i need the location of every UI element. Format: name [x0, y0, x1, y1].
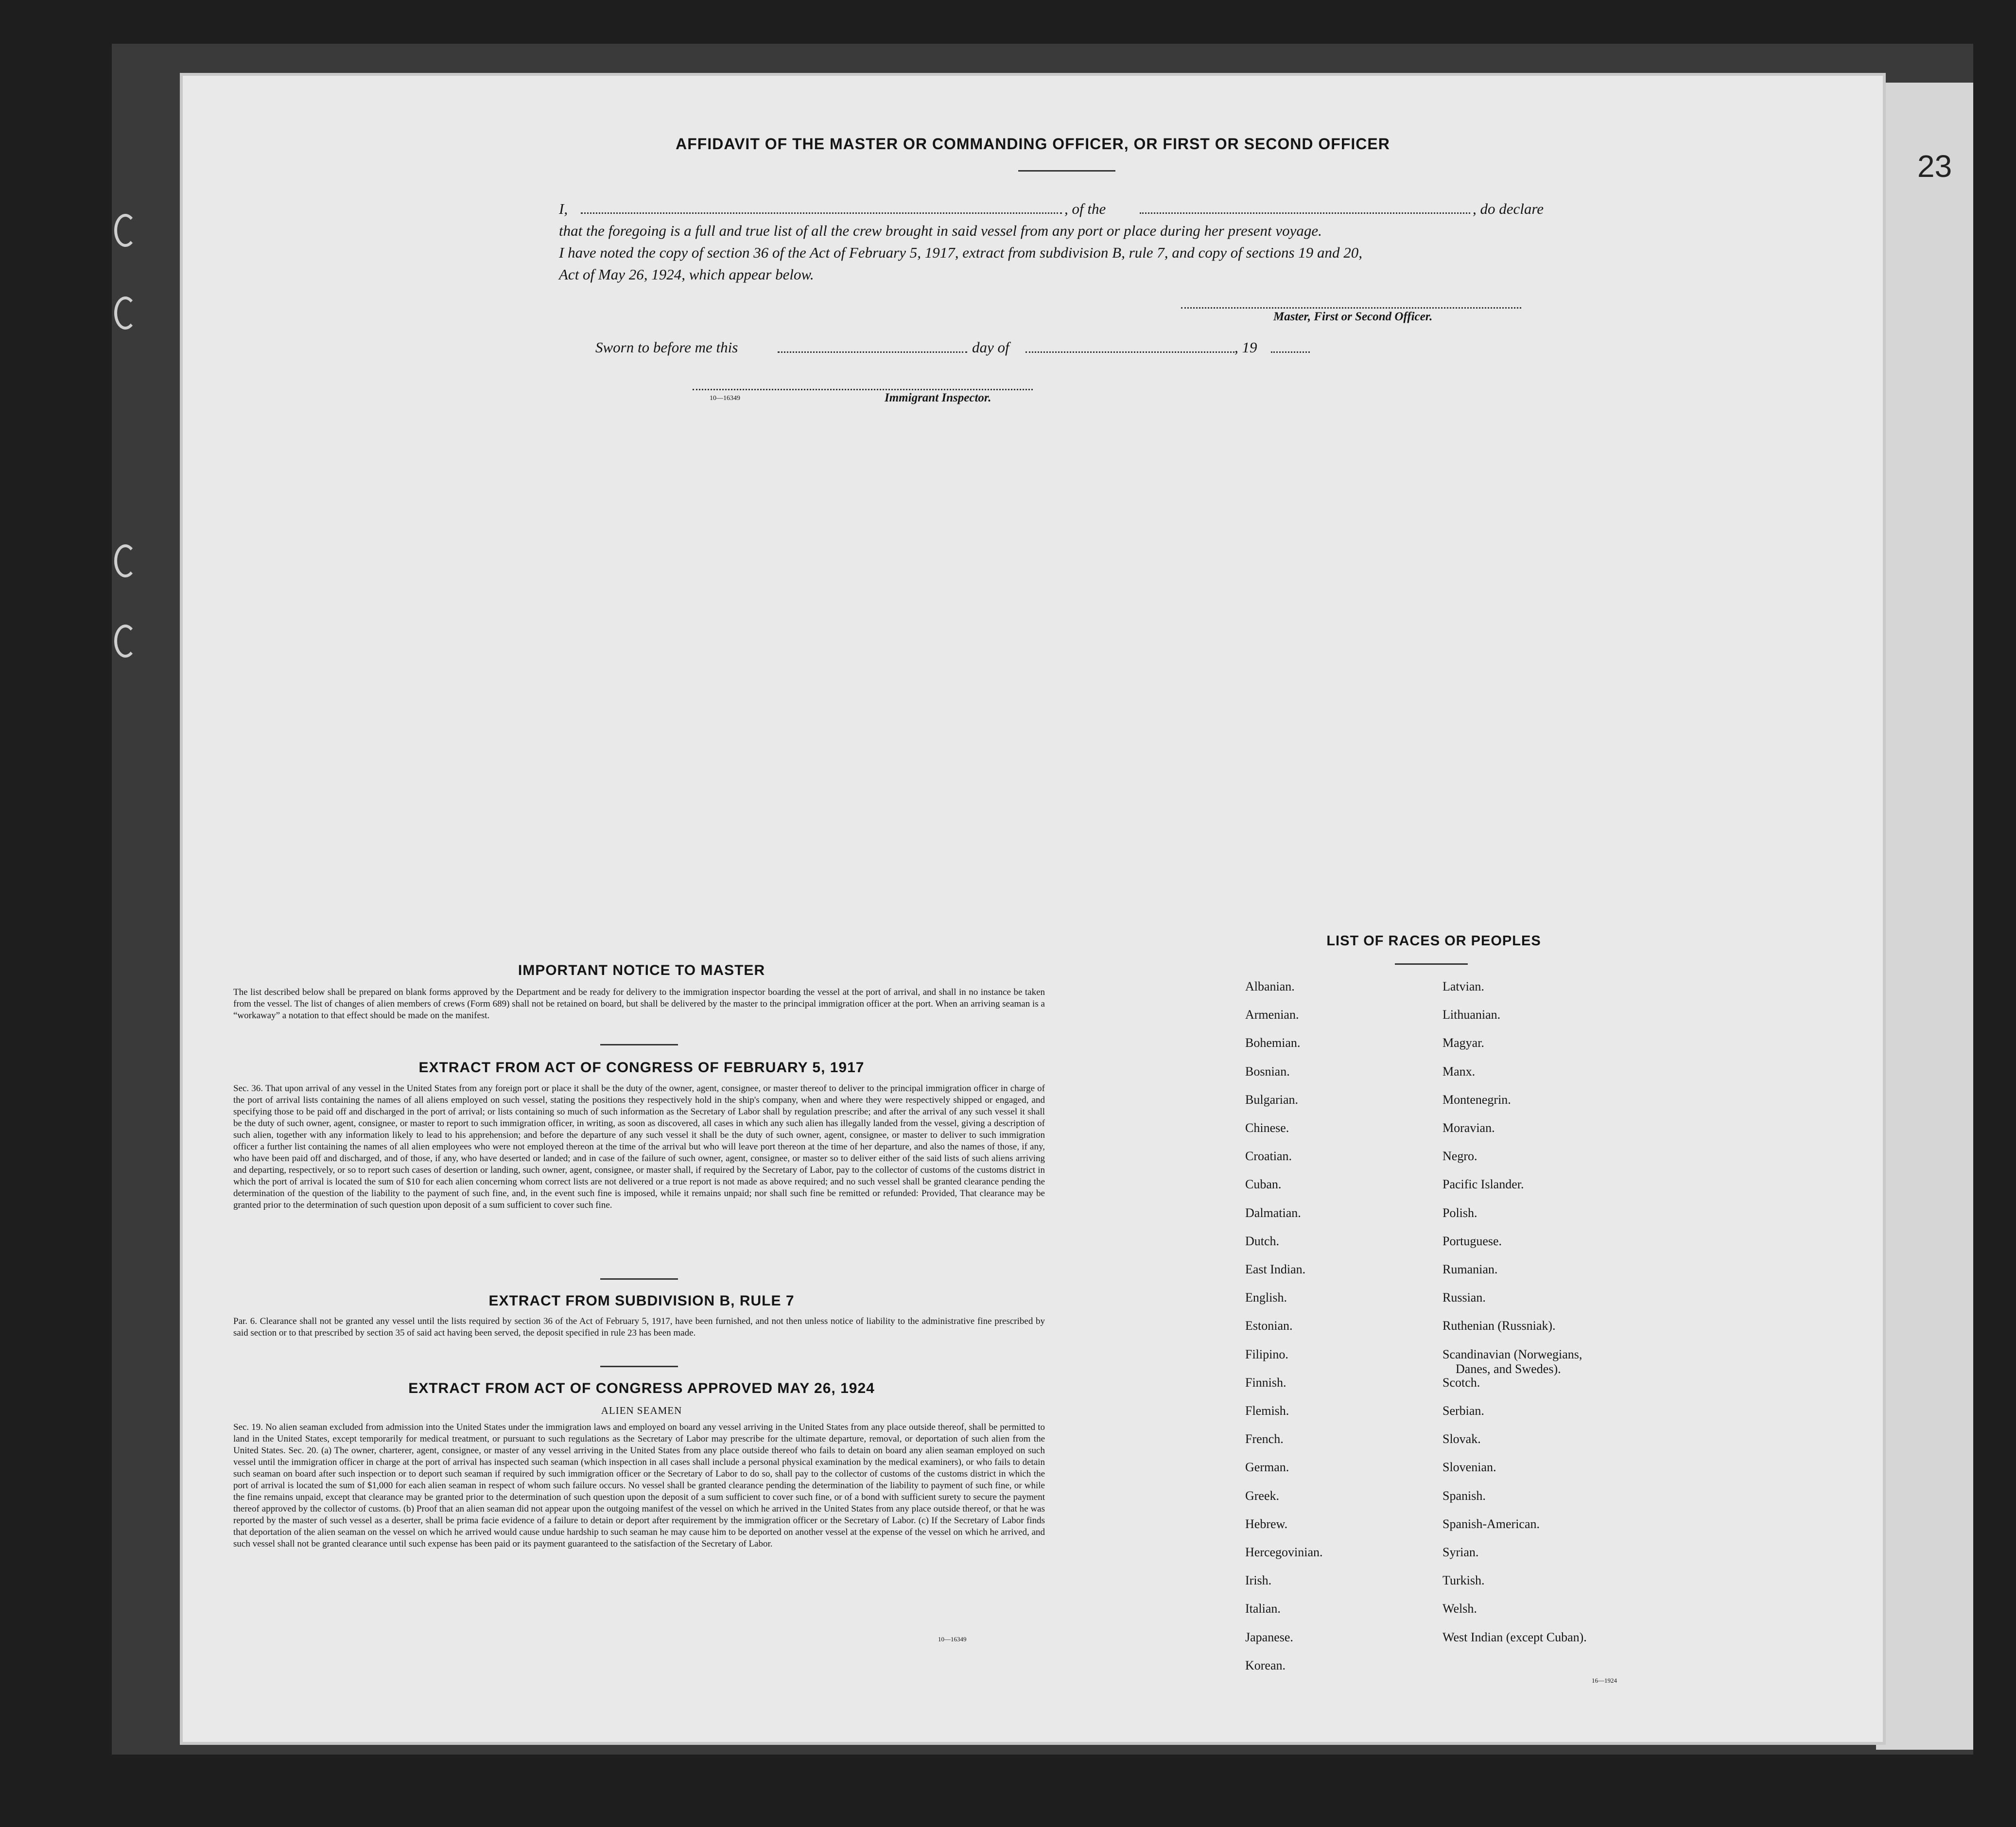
races-title: LIST OF RACES OR PEOPLES — [1326, 933, 1541, 949]
race-item: Flemish. — [1245, 1404, 1289, 1418]
of-the-label: , of the — [1064, 200, 1106, 217]
affidavit-line-2: that the foregoing is a full and true list of all the crew brought in said vessel from any port or place during her present voyage. — [559, 222, 1322, 239]
race-item: Polish. — [1442, 1205, 1477, 1220]
section-divider — [600, 1366, 678, 1367]
race-item: English. — [1245, 1290, 1287, 1305]
race-item: Magyar. — [1442, 1036, 1484, 1050]
race-item: Irish. — [1245, 1573, 1272, 1588]
section-divider — [600, 1044, 678, 1045]
declarant-name-field[interactable] — [581, 212, 1062, 214]
affidavit-line-3: I have noted the copy of section 36 of the Act of February 5, 1917, extract from subdivision B, rule 7, and copy of sections 19 and 20, — [559, 244, 1363, 261]
race-item: Negro. — [1442, 1149, 1477, 1164]
race-item: Turkish. — [1442, 1573, 1485, 1588]
race-item: Manx. — [1442, 1064, 1476, 1079]
sworn-month-field[interactable] — [1025, 351, 1234, 353]
master-signature-field[interactable] — [1181, 307, 1521, 309]
race-item: Japanese. — [1245, 1630, 1293, 1644]
race-item: Bosnian. — [1245, 1064, 1290, 1079]
race-item: Italian. — [1245, 1601, 1281, 1616]
race-item: Spanish. — [1442, 1488, 1486, 1503]
race-item: Scandinavian (Norwegians, — [1442, 1347, 1582, 1361]
race-item: Russian. — [1442, 1290, 1486, 1305]
binder-clip — [114, 625, 137, 658]
form-number: 10—16349 — [710, 395, 740, 402]
race-item: Korean. — [1245, 1658, 1286, 1672]
vessel-name-field[interactable] — [1140, 212, 1470, 214]
race-item: Pacific Islander. — [1442, 1177, 1524, 1192]
race-item: Albanian. — [1245, 979, 1295, 993]
race-item: Hebrew. — [1245, 1516, 1288, 1531]
race-item: French. — [1245, 1432, 1284, 1446]
form-number: 10—16349 — [938, 1636, 967, 1643]
race-item: West Indian (except Cuban). — [1442, 1630, 1587, 1644]
race-item: Bulgarian. — [1245, 1092, 1299, 1107]
declare-label: , do declare — [1473, 200, 1544, 217]
race-item: Armenian. — [1245, 1008, 1299, 1022]
declarant-prefix: I, — [559, 200, 568, 217]
extract-1924-subtitle: ALIEN SEAMEN — [601, 1405, 682, 1416]
binder-clip — [114, 296, 137, 330]
manifest-page — [180, 73, 1886, 1745]
sworn-label: Sworn to before me this — [595, 339, 738, 356]
race-item: Hercegovinian. — [1245, 1545, 1323, 1559]
extract-1917-text: Sec. 36. That upon arrival of any vessel in the United States from any foreign port or place it shall be the duty of the owner, agent, consignee, or master thereof to deliver to the principal immigration officer in charge of the port of arrival lists containing the names of all aliens employed on such vessel, stating the positions they respectively hold in the ship's company, when and where they were respectively shipped or engaged, and specifying those to be paid off and discharged in the port of arrival; or lists containing so much of such information as the Secretary of Labor shall by regulation prescribe; and after the arrival of any such vessel it shall be the duty of such owner, agent, consignee, or master to report to such immigration officer, in writing, as soon as discovered, all cases in which any such alien has illegally landed from the vessel, giving a description of such alien, together with any information likely to lead to his apprehension; and before the departure of any such vessel it shall be the duty of such owner, agent, consignee, or master to deliver to such immigration officer a further list containing the names of all alien employees who were not employed thereon at the time of the arrival but who will leave port thereon at the time of her departure, and also the names of those, if any, who have been paid off and discharged, and of those, if any, who have deserted or landed; and in case of the failure of such owner, agent, consignee, or master so to deliver either of the said lists of such aliens arriving and departing, respectively, or so to report such cases of desertion or landing, such owner, agent, consignee, or master shall, if required by the Secretary of Labor, pay to the collector of customs of the customs district in which the port of arrival is located the sum of $10 for each alien concerning whom correct lists are not delivered or a true report is not made as above required; and no such vessel shall be granted clearance pending the determination of the question of the liability to the payment of such fine, and, in the event such fine is imposed, while it remains unpaid; nor shall such fine be remitted or refunded: Provided, That clearance may be granted prior to the determination of such question upon deposit of a sum sufficient to cover such fine. — [233, 1083, 1045, 1210]
affidavit-line-4: Act of May 26, 1924, which appear below. — [559, 266, 814, 283]
rule7-text: Par. 6. Clearance shall not be granted any vessel until the lists required by section 36 of the Act of February 5, 1917, have been furnished, and not then unless notice of liability to the administrative fine prescribed by said section or to that prescribed by section 35 of said act having been served, the deposit specified in rule 23 has been made. — [233, 1316, 1045, 1338]
race-item: Slovak. — [1442, 1432, 1481, 1446]
rule7-title: EXTRACT FROM SUBDIVISION B, RULE 7 — [488, 1293, 795, 1309]
race-item: Welsh. — [1442, 1601, 1477, 1616]
race-item: Slovenian. — [1442, 1460, 1496, 1475]
notice-text: The list described below shall be prepared on blank forms approved by the Department and be ready for delivery to the immigration inspector boarding the vessel at the port of arrival, and shall in no instance be taken from the vessel. The list of changes of alien members of crews (Form 689) shall not be retained on board, but shall be delivered by the master to the principal immigration officer at the port. When an arriving seaman is a “workaway” a notation to that effect should be made on the manifest. — [233, 987, 1045, 1021]
affidavit-title: AFFIDAVIT OF THE MASTER OR COMMANDING OFFICER, OR FIRST OR SECOND OFFICER — [676, 135, 1390, 153]
inspector-label: Immigrant Inspector. — [885, 391, 991, 404]
race-item: Ruthenian (Russniak). — [1442, 1319, 1556, 1333]
race-item: East Indian. — [1245, 1262, 1306, 1276]
race-item: Spanish-American. — [1442, 1516, 1540, 1531]
extract-1924-text: Sec. 19. No alien seaman excluded from admission into the United States under the immigration laws and employed on board any vessel arriving in the United States from any place outside thereof, shall be permitted to land in the United States, except temporarily for medical treatment, or pursuant to such regulations as the Secretary of Labor may prescribe for the ultimate departure, removal, or deportation of such alien from the United States. Sec. 20. (a) The owner, charterer, agent, consignee, or master of any vessel arriving in the United States from any place outside thereof who fails to detain on board any alien seaman employed on such vessel until the immigration officer in charge at the port of arrival has inspected such seaman (which inspection in all cases shall include a personal physical examination by the medical examiners), or who fails to detain such seaman on board after such inspection or to deport such seaman if required by such immigration officer or the Secretary of Labor to do so, shall pay to the collector of customs of the customs district in which the port of arrival is located the sum of $1,000 for each alien seaman in respect of whom such failure occurs. No vessel shall be granted clearance pending the determination of the liability to payment of such fine, or while the fine remains unpaid, except that clearance may be granted prior to the determination of such question upon the deposit of a sum sufficient to cover such fine, or of a bond with sufficient surety to secure the payment thereof approved by the collector of customs. (b) Proof that an alien seaman did not appear upon the outgoing manifest of the vessel on which he arrived in the United States from any place outside thereof, or that he was reported by the master of such vessel as a deserter, shall be prima facie evidence of a failure to detain or deport after requirement by the immigration officer or the Secretary of Labor. (c) If the Secretary of Labor finds that deportation of the alien seaman on the vessel on which he arrived would cause undue hardship to such seaman he may cause him to be deported on another vessel at the expense of the vessel on which he arrived, and such vessel shall not be granted clearance until such expense has been paid or its payment guaranteed to the satisfaction of the Secretary of Labor. — [233, 1422, 1045, 1549]
affidavit-line-1 — [559, 197, 1725, 221]
race-item: Croatian. — [1245, 1149, 1292, 1164]
sworn-day-field[interactable] — [778, 351, 967, 353]
master-signature-label: Master, First or Second Officer. — [1273, 310, 1433, 323]
race-item: Estonian. — [1245, 1319, 1293, 1333]
binder-clip — [114, 544, 137, 577]
race-item: Danes, and Swedes). — [1456, 1361, 1561, 1376]
race-item: Syrian. — [1442, 1545, 1479, 1559]
race-item: Chinese. — [1245, 1121, 1289, 1135]
race-item: Moravian. — [1442, 1121, 1495, 1135]
race-item: German. — [1245, 1460, 1289, 1475]
race-item: Scotch. — [1442, 1375, 1480, 1390]
race-item: Serbian. — [1442, 1404, 1484, 1418]
page-number: 23 — [1917, 149, 1952, 184]
race-item: Bohemian. — [1245, 1036, 1301, 1050]
sworn-year-field[interactable] — [1271, 351, 1310, 353]
race-item: Dalmatian. — [1245, 1205, 1301, 1220]
race-item: Finnish. — [1245, 1375, 1286, 1390]
day-of-label: day of — [972, 339, 1009, 356]
race-item: Cuban. — [1245, 1177, 1282, 1192]
notice-title: IMPORTANT NOTICE TO MASTER — [518, 962, 765, 978]
section-divider — [600, 1278, 678, 1280]
extract-1917-title: EXTRACT FROM ACT OF CONGRESS OF FEBRUARY 5, 1917 — [418, 1060, 865, 1076]
race-item: Lithuanian. — [1442, 1008, 1501, 1022]
year-label: , 19 — [1234, 339, 1257, 356]
inspector-signature-field[interactable] — [693, 389, 1033, 390]
next-page-edge — [1876, 83, 1973, 1750]
race-item: Rumanian. — [1442, 1262, 1498, 1276]
race-item: Dutch. — [1245, 1234, 1280, 1248]
form-number: 16—1924 — [1592, 1677, 1617, 1684]
race-item: Greek. — [1245, 1488, 1280, 1503]
extract-1924-title: EXTRACT FROM ACT OF CONGRESS APPROVED MAY 26, 1924 — [408, 1380, 875, 1396]
title-underline — [1018, 170, 1115, 172]
races-title-underline — [1395, 963, 1468, 965]
binder-clip — [114, 214, 137, 247]
race-item: Portuguese. — [1442, 1234, 1502, 1248]
race-item: Latvian. — [1442, 979, 1484, 993]
race-item: Montenegrin. — [1442, 1092, 1511, 1107]
race-item: Filipino. — [1245, 1347, 1288, 1361]
